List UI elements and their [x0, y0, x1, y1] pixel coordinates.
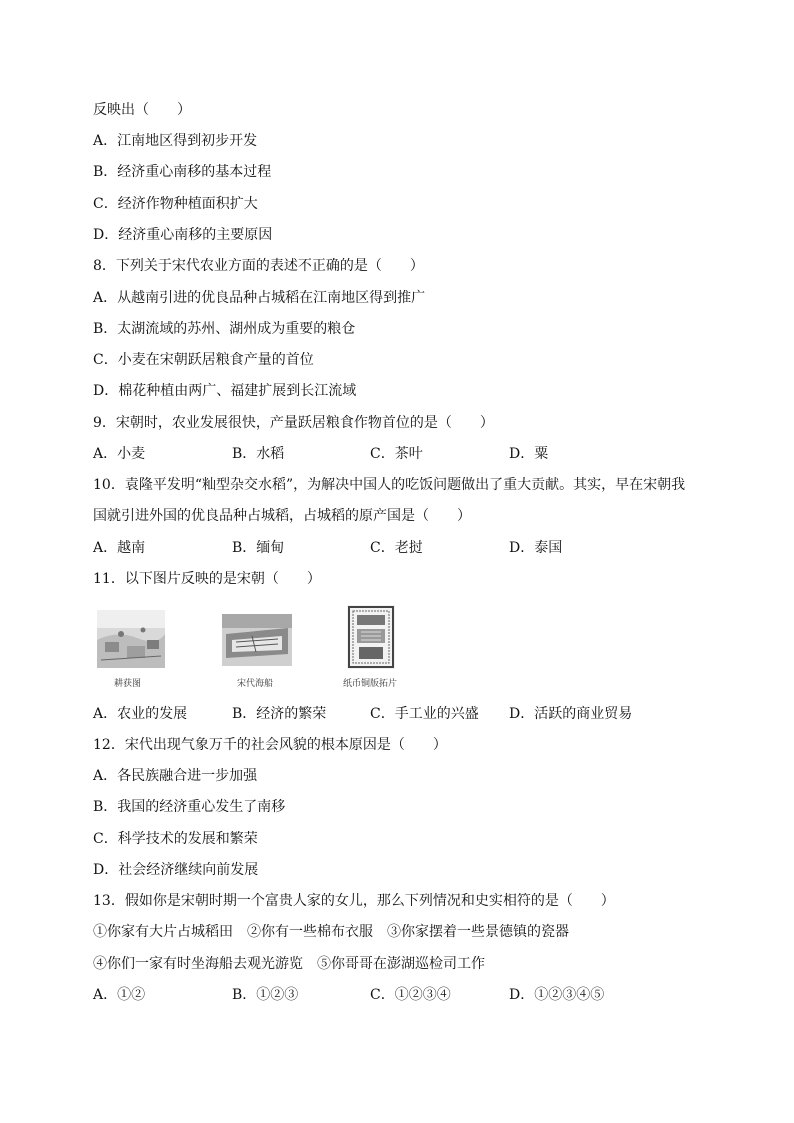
q11-stem: 11．以下图片反映的是宋朝（ ） — [93, 571, 321, 587]
q10-option-d: D．泰国 — [509, 540, 563, 556]
q10-option-c: C．老挝 — [370, 540, 423, 556]
q11-option-a: A．农业的发展 — [93, 706, 188, 722]
q8-option-c: C．小麦在宋朝跃居粮食产量的首位 — [93, 352, 314, 368]
q7-option-b: B．经济重心南移的基本过程 — [93, 164, 272, 180]
song-ship-image — [222, 614, 292, 666]
q9-option-d: D．粟 — [509, 446, 549, 462]
q13-option-a: A．①② — [93, 987, 146, 1003]
paper-money-rubbing-image — [347, 605, 395, 669]
q7-option-c: C．经济作物种植面积扩大 — [93, 196, 258, 212]
q13-option-b: B．①②③ — [232, 987, 299, 1003]
figure2-caption: 宋代海船 — [237, 679, 274, 689]
q12-option-a: A．各民族融合进一步加强 — [93, 768, 258, 784]
q7-option-d: D．经济重心南移的主要原因 — [93, 227, 273, 243]
q12-stem: 12．宋代出现气象万千的社会风貌的根本原因是（ ） — [93, 737, 447, 753]
q10-stem-line2: 国就引进外国的优良品种占城稻，占城稻的原产国是（ ） — [93, 508, 471, 524]
q13-option-d: D．①②③④⑤ — [509, 987, 605, 1003]
q12-option-d: D．社会经济继续向前发展 — [93, 862, 259, 878]
farming-painting-image — [97, 610, 165, 668]
q13-stem: 13．假如你是宋朝时期一个富贵人家的女儿，那么下列情况和史实相符的是（ ） — [93, 893, 615, 909]
q11-option-b: B．经济的繁荣 — [232, 706, 327, 722]
q8-stem: 8．下列关于宋代农业方面的表述不正确的是（ ） — [93, 258, 424, 274]
q10-option-a: A．越南 — [93, 540, 146, 556]
q12-option-c: C．科学技术的发展和繁荣 — [93, 831, 258, 847]
q9-option-c: C．茶叶 — [370, 446, 423, 462]
q7-stem-tail: 反映出（ ） — [93, 102, 191, 118]
q13-statements-line2: ④你们一家有时坐海船去观光游览 ⑤你哥哥在澎湖巡检司工作 — [93, 956, 485, 972]
q13-option-c: C．①②③④ — [370, 987, 451, 1003]
q11-option-c: C．手工业的兴盛 — [370, 706, 479, 722]
q7-option-a: A．江南地区得到初步开发 — [93, 133, 258, 149]
q10-option-b: B．缅甸 — [232, 540, 285, 556]
q8-option-a: A．从越南引进的优良品种占城稻在江南地区得到推广 — [93, 290, 426, 306]
figure3-caption: 纸币铜版拓片 — [343, 679, 398, 689]
q9-option-b: B．水稻 — [232, 446, 285, 462]
q9-option-a: A．小麦 — [93, 446, 146, 462]
q13-statements-line1: ①你家有大片占城稻田 ②你有一些棉布衣服 ③你家摆着一些景德镇的瓷器 — [93, 924, 569, 940]
q10-stem-line1: 10．袁隆平发明“籼型杂交水稻”，为解决中国人的吃饭问题做出了重大贡献。其实，早在宋朝我 — [93, 477, 686, 493]
q12-option-b: B．我国的经济重心发生了南移 — [93, 799, 286, 815]
figure1-caption: 耕获图 — [114, 679, 142, 689]
q11-option-d: D．活跃的商业贸易 — [509, 706, 633, 722]
q8-option-b: B．太湖流域的苏州、湖州成为重要的粮仓 — [93, 321, 356, 337]
q9-stem: 9．宋朝时，农业发展很快，产量跃居粮食作物首位的是（ ） — [93, 415, 494, 431]
q8-option-d: D．棉花种植由两广、福建扩展到长江流域 — [93, 383, 357, 399]
